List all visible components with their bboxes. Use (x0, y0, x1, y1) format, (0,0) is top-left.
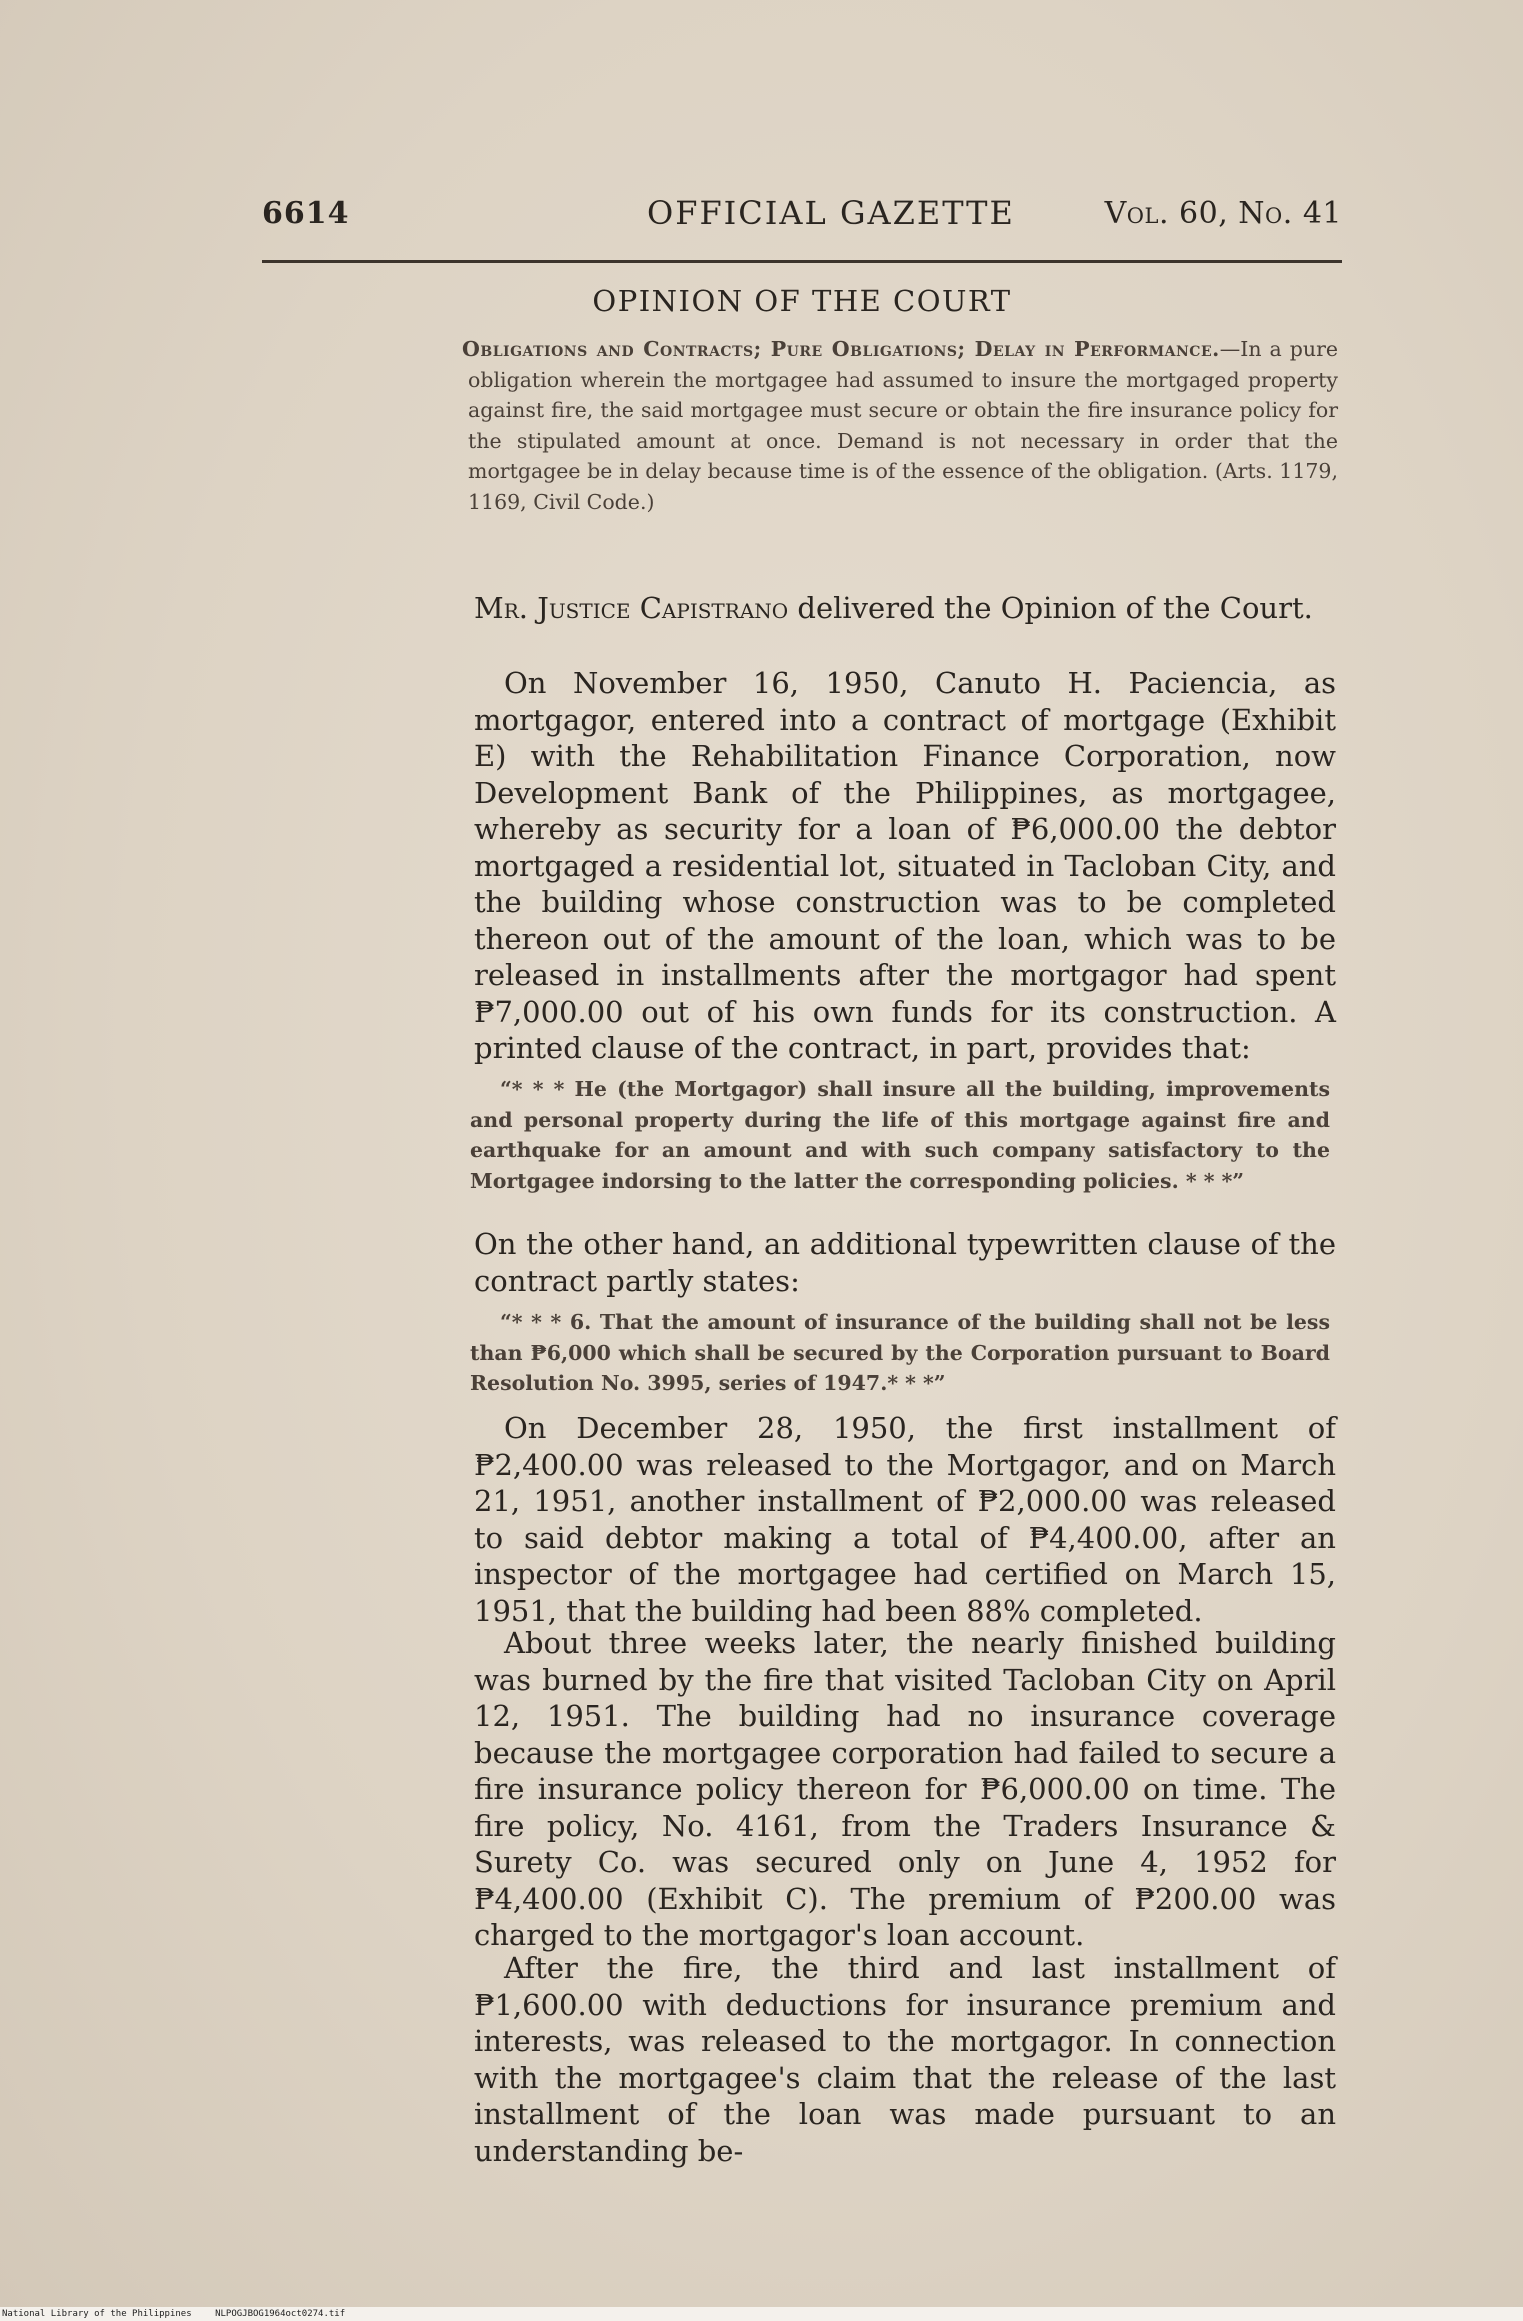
syllabus-text: —In a pure obligation wherein the mortgagee had assumed to insure the mortgaged property against fire, the said mortgagee must secure or obtain the fire insurance policy for the stipulated amount at once. Demand is not necessary in order that the mortgagee be in delay because time is of the essence of the obligation. (Arts. 1179, 1169, Civil Code.) (468, 337, 1339, 514)
syllabus-topics: Obligations and Contracts; Pure Obligations; Delay in Performance. (462, 337, 1220, 361)
publication-title: OFFICIAL GAZETTE (647, 194, 1015, 232)
section-title: OPINION OF THE COURT (592, 284, 1012, 318)
page-header (262, 196, 1342, 246)
scan-footer (0, 2307, 1523, 2321)
paragraph-1: On November 16, 1950, Canuto H. Paciencia, as mortgagor, entered into a contract of mortgage (Exhibit E) with the Rehabilitation Finance Corporation, now Development Bank of the Philippines, as mortgagee, whereby as security for a loan of ₱6,000.00 the debtor mortgaged a residential lot, situated in Tacloban City, and the building whose construction was to be completed thereon out of the amount of the loan, which was to be released in installments after the mortgagor had spent ₱7,000.00 out of his own funds for its construction. A printed clause of the contract, in part, provides that: (474, 666, 1336, 1065)
paragraph-5: After the fire, the third and last installment of ₱1,600.00 with deductions for insurance premium and interests, was released to the mortgagor. In connection with the mortgagee's claim that the release of the last installment of the loan was made pursuant to an understanding be- (474, 1951, 1336, 2168)
quoted-clause-2: “* * * 6. That the amount of insurance of the building shall not be less than ₱6,000 which shall be secured by the Corporation pursuant to Board Resolution No. 3995, series of 1947.* * *” (470, 1310, 1330, 1395)
footer-file: NLPOGJBOG1964oct0274.tif (215, 2309, 346, 2319)
opinion-intro (474, 590, 1336, 627)
paragraph-4: About three weeks later, the nearly finished building was burned by the fire that visited Tacloban City on April 12, 1951. The building had no insurance coverage because the mortgagee corporation had failed to secure a fire insurance policy thereon for ₱6,000.00 on time. The fire policy, No. 4161, from the Traders Insurance & Surety Co. was secured only on June 4, 1952 for ₱4,400.00 (Exhibit C). The premium of ₱200.00 was charged to the mortgagor's loan account. (474, 1626, 1336, 1952)
paragraph-3: On December 28, 1950, the first installment of ₱2,400.00 was released to the Mortgagor, and on March 21, 1951, another installment of ₱2,000.00 was released to said debtor making a total of ₱4,400.00, after an inspector of the mortgagee had certified on March 15, 1951, that the building had been 88% completed. (474, 1411, 1336, 1628)
paragraph-2: On the other hand, an additional typewritten clause of the contract partly states: (474, 1227, 1336, 1298)
syllabus (462, 334, 1339, 517)
quoted-clause-1: “* * * He (the Mortgagor) shall insure all the building, improvements and personal property during the life of this mortgage against fire and earthquake for an amount and with such company satisfactory to the Mortgagee indorsing to the latter the corresponding policies. * * *” (470, 1077, 1330, 1193)
intro-rest: delivered the Opinion of the Court. (788, 591, 1313, 625)
header-rule (262, 260, 1342, 263)
footer-library: National Library of the Philippines (2, 2309, 192, 2319)
volume-info: Vol. 60, No. 41 (1104, 196, 1342, 231)
justice-name: Mr. Justice Capistrano (474, 591, 789, 625)
page-number: 6614 (262, 196, 350, 231)
